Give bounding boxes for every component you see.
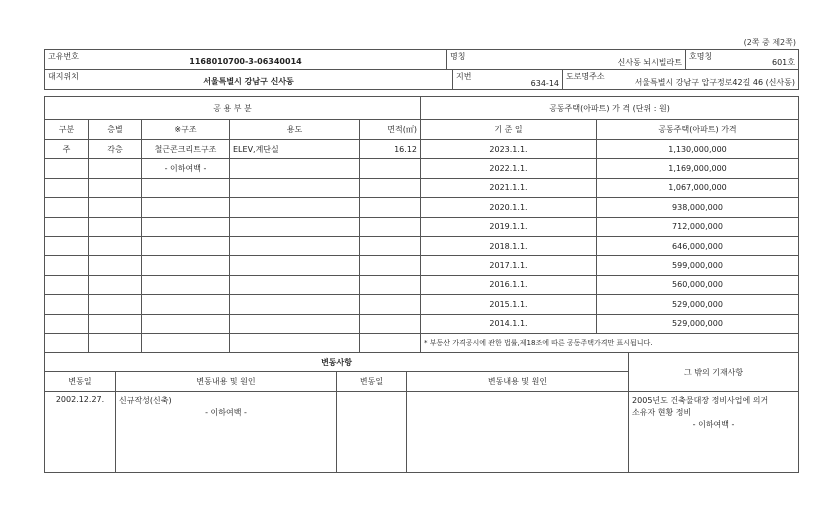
cell-base-date: 2019.1.1. (421, 217, 597, 236)
cell-price: 938,000,000 (597, 198, 799, 217)
cell-base-date: 2014.1.1. (421, 314, 597, 333)
ho-cell (686, 50, 799, 70)
cell-price: 646,000,000 (597, 236, 799, 255)
lot-label: 지번 (456, 72, 472, 81)
lot-cell (453, 70, 563, 90)
register-document (44, 49, 798, 473)
col-gubun: 구분 (45, 120, 89, 140)
cell-base-date: 2023.1.1. (421, 140, 597, 159)
unique-no-cell (45, 50, 447, 70)
ho-value: 601호 (772, 58, 795, 67)
cell-base-date: 2018.1.1. (421, 236, 597, 255)
cell-structure: 철근콘크리트구조 (142, 140, 230, 159)
cell-structure: - 이하여백 - (142, 159, 230, 178)
changes-table (44, 352, 799, 473)
col-price: 공동주택(아파트) 가격 (597, 120, 799, 140)
unique-no-label: 고유번호 (48, 52, 79, 61)
location-table (44, 69, 799, 90)
table-row (45, 198, 799, 217)
unique-no-value: 1168010700-3-06340014 (189, 57, 302, 66)
table-row (45, 140, 799, 159)
other-line-2: 소유자 현황 정비 (632, 408, 692, 418)
cell-floor (89, 159, 142, 178)
road-label: 도로명주소 (566, 72, 605, 81)
cell-base-date: 2016.1.1. (421, 275, 597, 294)
header-table (44, 49, 799, 70)
table-row (45, 256, 799, 275)
name-label: 명칭 (450, 52, 466, 61)
cell-area (360, 159, 421, 178)
name-value: 신사동 뇌시빌라트 (617, 58, 682, 67)
other-title: 그 밖의 기재사항 (629, 353, 799, 392)
other-line-1: 2005년도 건축물대장 정비사업에 의거 (632, 396, 769, 406)
table-row (45, 236, 799, 255)
cell-price: 1,169,000,000 (597, 159, 799, 178)
col-floor: 층별 (89, 120, 142, 140)
col-base-date: 기 준 일 (421, 120, 597, 140)
cell-price: 529,000,000 (597, 314, 799, 333)
cell-price: 560,000,000 (597, 275, 799, 294)
cell-base-date: 2020.1.1. (421, 198, 597, 217)
col-area: 면적(㎡) (360, 120, 421, 140)
cell-price: 712,000,000 (597, 217, 799, 236)
page-number: (2쪽 중 제2쪽) (743, 38, 796, 47)
common-price-table (44, 96, 799, 353)
cell-base-date: 2022.1.1. (421, 159, 597, 178)
common-section-title: 공 용 부 분 (45, 97, 421, 120)
table-row (45, 159, 799, 178)
table-row (45, 275, 799, 294)
cell-base-date: 2021.1.1. (421, 178, 597, 197)
location-label: 대지위치 (48, 72, 79, 81)
col-structure: ※구조 (142, 120, 230, 140)
location-value: 서울특별시 강남구 신사동 (203, 77, 294, 86)
col-change-date-2: 변동일 (337, 372, 407, 392)
table-row (45, 295, 799, 314)
road-value: 서울특별시 강남구 압구정로42길 46 (신사동) (634, 78, 795, 87)
cell-gubun: 주 (45, 140, 89, 159)
cell-usage (230, 159, 360, 178)
col-usage: 용도 (230, 120, 360, 140)
location-cell (45, 70, 453, 90)
price-note: * 부동산 가격공시에 관한 법률,제18조에 따른 공동주택가격만 표시됩니다. (421, 333, 799, 352)
road-cell (563, 70, 799, 90)
change-date-2 (337, 392, 407, 473)
ho-label: 호명칭 (689, 52, 713, 61)
cell-gubun (45, 159, 89, 178)
change-content-2 (407, 392, 629, 473)
col-change-content: 변동내용 및 원인 (116, 372, 337, 392)
change-content: 신규작성(신축) (119, 396, 172, 406)
price-section-title: 공동주택(아파트) 가 격 (단위 : 원) (421, 97, 799, 120)
cell-usage: ELEV,계단실 (230, 140, 360, 159)
cell-price: 1,067,000,000 (597, 178, 799, 197)
col-change-content-2: 변동내용 및 원인 (407, 372, 629, 392)
col-change-date: 변동일 (45, 372, 116, 392)
change-blank: - 이하여백 - (205, 408, 247, 418)
other-content-cell (629, 392, 799, 473)
table-row (45, 333, 799, 352)
cell-price: 529,000,000 (597, 295, 799, 314)
other-blank: - 이하여백 - (692, 420, 735, 430)
table-row (45, 314, 799, 333)
cell-area: 16.12 (360, 140, 421, 159)
cell-floor: 각층 (89, 140, 142, 159)
cell-base-date: 2015.1.1. (421, 295, 597, 314)
cell-price: 1,130,000,000 (597, 140, 799, 159)
changes-title: 변동사항 (45, 353, 629, 372)
change-date: 2002.12.27. (45, 392, 116, 473)
change-content-cell (116, 392, 337, 473)
lot-value: 634-14 (530, 79, 559, 88)
table-row (45, 178, 799, 197)
cell-price: 599,000,000 (597, 256, 799, 275)
table-row (45, 217, 799, 236)
name-cell (447, 50, 686, 70)
cell-base-date: 2017.1.1. (421, 256, 597, 275)
